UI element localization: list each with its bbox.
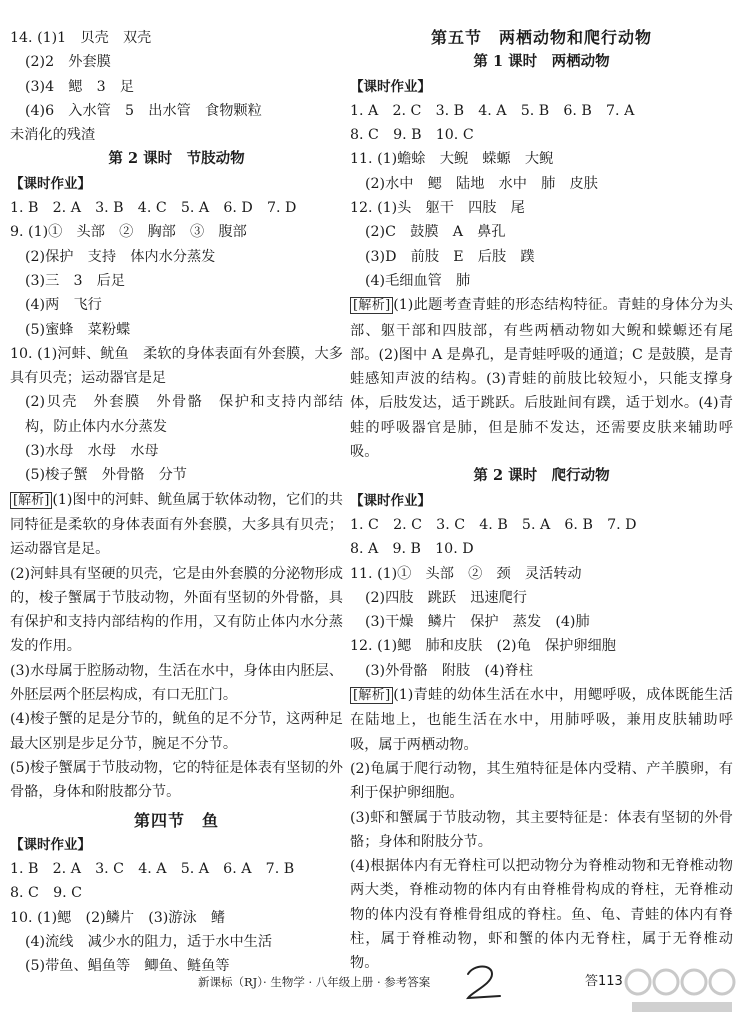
answer-line: (2)保护 支持 体内水分蒸发 [25, 248, 216, 265]
analysis-text: (1)此题考查青蛙的形态结构特征。青蛙的身体分为头部、躯干部和四肢部，有些两栖动物如大鲵和蝾螈还有尾部。(2)图中 A 是鼻孔，是青蛙呼吸的通道；C 是鼓膜，是青蛙感知声波的结构。(3)青蛙的前肢比较短小，只能支撑身体，后肢发达，适于跳跃。后肢趾间有蹼，适于划水。(4)青蛙的呼吸器官是肺，但是肺不发达，还需要皮肤来辅助呼吸。 [350, 297, 733, 461]
lesson-title: 第 2 课时 节肢动物 [108, 150, 245, 168]
analysis-paragraph [350, 293, 733, 464]
homework-label: 【课时作业】 [350, 492, 431, 509]
analysis-tag: [解析] [350, 687, 393, 704]
answer-line: (3)4 鳃 3 足 [25, 78, 135, 95]
answer-line: 9. (1)① 头部 ② 胸部 ③ 腹部 [10, 224, 247, 241]
analysis-text: (1)青蛙的幼体生活在水中，用鳃呼吸，成体既能生活在陆地上，也能生活在水中，用肺呼吸，兼用皮肤辅助呼吸，属于两栖动物。 [350, 687, 733, 753]
answer-line: (3)水母 水母 水母 [25, 443, 159, 460]
answer-line: 1. B 2. A 3. B 4. C 5. A 6. D 7. D [10, 200, 297, 217]
answer-line: (4)毛细血管 肺 [365, 272, 471, 289]
answer-line: (2)2 外套膜 [25, 54, 111, 71]
answer-line: (2)四肢 跳跃 迅速爬行 [365, 589, 527, 606]
answer-line: 14. (1)1 贝壳 双壳 [10, 30, 152, 46]
lesson-title: 第 2 课时 爬行动物 [473, 467, 610, 485]
answer-line: 8. C 9. B 10. C [350, 127, 474, 144]
watermark-logo [622, 962, 744, 1016]
section-title: 第四节 鱼 [133, 810, 219, 830]
answer-line: (3)外骨骼 附肢 (4)脊柱 [365, 662, 533, 679]
answer-line: 10. (1)鳃 (2)鳞片 (3)游泳 鳍 [10, 909, 226, 926]
answer-paragraph: (2)贝壳 外套膜 外骨骼 保护和支持内部结构，防止体内水分蒸发 [25, 394, 343, 435]
homework-label: 【课时作业】 [10, 836, 91, 853]
answer-line: 1. B 2. A 3. C 4. A 5. A 6. A 7. B [10, 861, 295, 878]
analysis-tag: [解析] [350, 297, 393, 314]
answer-line: 12. (1)头 躯干 四肢 尾 [350, 200, 525, 217]
page-footer: 新课标（RJ）· 生物学 · 八年级上册 · 参考答案 [198, 975, 431, 989]
analysis-paragraph: (2)河蚌具有坚硬的贝壳，它是由外套膜的分泌物形成的，梭子蟹属于节肢动物，外面有坚韧的外骨骼，具有保护和支持内部结构的作用，又有防止体内水分蒸发的作用。 [10, 565, 343, 655]
lesson-title: 第 1 课时 两栖动物 [473, 53, 610, 71]
answer-line: 未消化的残渣 [10, 127, 96, 144]
analysis-paragraph [10, 488, 343, 562]
answer-line: (5)蜜蜂 菜粉蝶 [25, 321, 131, 338]
answer-line: (4)6 入水管 5 出水管 食物颗粒 [25, 102, 262, 119]
handwritten-mark [462, 962, 506, 1002]
analysis-paragraph: (3)虾和蟹属于节肢动物，其主要特征是：体表有坚韧的外骨骼；身体和附肢分节。 [350, 809, 733, 850]
answer-line: (3)D 前肢 E 后肢 蹼 [365, 248, 535, 265]
answer-line: (4)两 飞行 [25, 297, 102, 314]
answer-line: (2)C 鼓膜 A 鼻孔 [365, 224, 506, 241]
answer-line: 1. A 2. C 3. B 4. A 5. B 6. B 7. A [350, 102, 635, 119]
answer-line: 11. (1)① 头部 ② 颈 灵活转动 [350, 565, 582, 582]
analysis-tag: [解析] [10, 492, 52, 509]
answer-line: (5)带鱼、鲳鱼等 鲫鱼、鲢鱼等 [25, 958, 230, 975]
answer-line: 11. (1)蟾蜍 大鲵 蝾螈 大鲵 [350, 151, 554, 168]
answer-paragraph: 10. (1)河蚌、鱿鱼 柔软的身体表面有外套膜，大多具有贝壳；运动器官是足 [10, 345, 343, 387]
answer-line: (2)水中 鳃 陆地 水中 肺 皮肤 [365, 175, 598, 192]
left-column [10, 26, 343, 979]
analysis-paragraph: (2)龟属于爬行动物，其生殖特征是体内受精、产羊膜卵，有利于保护卵细胞。 [350, 760, 733, 802]
answer-line: (5)梭子蟹 外骨骼 分节 [25, 467, 187, 484]
right-column [350, 26, 733, 976]
analysis-text: (1)图中的河蚌、鱿鱼属于软体动物，它们的共同特征是柔软的身体表面有外套膜，大多具有贝壳；运动器官是足。 [10, 491, 343, 558]
analysis-paragraph: (3)水母属于腔肠动物，生活在水中，身体由内胚层、外胚层两个胚层构成，有口无肛门。 [10, 662, 343, 704]
homework-label: 【课时作业】 [350, 78, 431, 95]
analysis-paragraph: (4)梭子蟹的足是分节的，鱿鱼的足不分节，这两种足最大区别是步足分节，腕足不分节。 [10, 711, 343, 752]
answer-line: 1. C 2. C 3. C 4. B 5. A 6. B 7. D [350, 516, 637, 533]
answer-line: (3)三 3 后足 [25, 272, 126, 289]
answer-line: 8. A 9. B 10. D [350, 541, 474, 558]
analysis-paragraph: (4)根据体内有无脊柱可以把动物分为脊椎动物和无脊椎动物两大类，脊椎动物的体内有由脊椎骨构成的脊柱，无脊椎动物的体内没有脊椎骨组成的脊柱。鱼、龟、青蛙的体内有脊柱，属于脊椎动物，虾和蟹的体内无脊柱，属于无脊椎动物。 [350, 858, 733, 972]
section-title: 第五节 两栖动物和爬行动物 [430, 28, 652, 47]
answer-line: (4)流线 减少水的阻力，适于水中生活 [25, 933, 273, 950]
analysis-paragraph: (5)梭子蟹属于节肢动物，它的特征是体表有坚韧的外骨骼，身体和附肢都分节。 [10, 759, 343, 801]
answer-line: (3)干燥 鳞片 保护 蒸发 (4)肺 [365, 614, 590, 631]
analysis-paragraph [350, 683, 733, 757]
homework-label: 【课时作业】 [10, 175, 91, 192]
answer-line: 12. (1)鳃 肺和皮肤 (2)龟 保护卵细胞 [350, 638, 616, 655]
page-number: 答113 [585, 974, 623, 989]
answer-line: 8. C 9. C [10, 885, 82, 902]
